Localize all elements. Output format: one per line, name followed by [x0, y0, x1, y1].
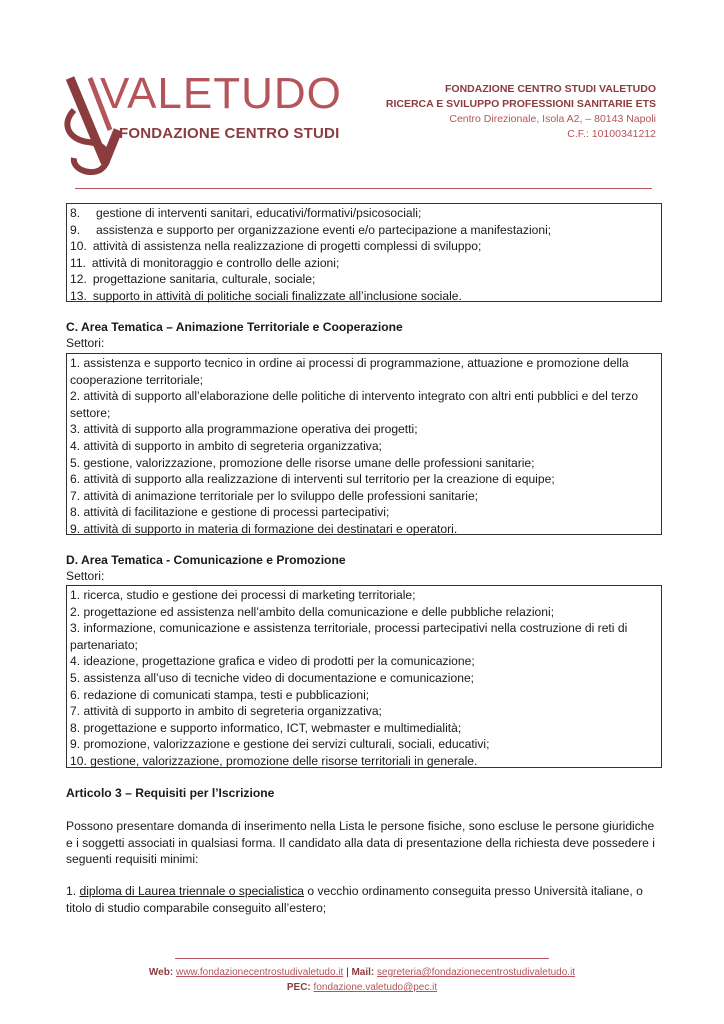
- section-d-subtitle: Settori:: [66, 569, 105, 583]
- pec-link[interactable]: fondazione.valetudo@pec.it: [313, 982, 438, 993]
- list-item: 1. ricerca, studio e gestione dei processi di marketing territoriale;: [70, 588, 416, 602]
- list-item: 6. attività di supporto alla realizzazione di interventi sul territorio per la creazione di equipe;: [70, 472, 555, 487]
- list-item: 12. progettazione sanitaria, culturale, sociale;: [70, 272, 316, 287]
- list-item: 1. assistenza e supporto tecnico in ordine ai processi di programmazione, attuazione e promozione della cooperazione territoriale;: [70, 356, 629, 387]
- section-c-subtitle: Settori:: [66, 336, 105, 350]
- footer-line-1: Web: www.fondazionecentrostudivaletudo.it | Mail: segreteria@fondazionecentrostudivaletudo.it: [148, 967, 576, 978]
- header-divider: [75, 188, 652, 189]
- org-name: FONDAZIONE CENTRO STUDI VALETUDO: [445, 83, 656, 95]
- org-tagline: RICERCA E SVILUPPO PROFESSIONI SANITARIE ETS: [385, 98, 656, 110]
- article-3-title: Articolo 3 – Requisiti per l’Iscrizione: [66, 786, 275, 800]
- org-address: Centro Direzionale, Isola A2, – 80143 Napoli: [449, 113, 656, 125]
- list-item: 4. attività di supporto in ambito di segreteria organizzativa;: [70, 438, 382, 453]
- list-item: 8. progettazione e supporto informatico, ICT, webmaster e multimedialità;: [70, 720, 462, 735]
- box-area-b-continuation: [66, 203, 662, 302]
- list-item: 3. attività di supporto alla programmazione operativa dei progetti;: [70, 422, 418, 437]
- list-item: 9. assistenza e supporto per organizzazione eventi e/o partecipazione a manifestazioni;: [70, 222, 552, 237]
- footer-divider: [175, 958, 549, 959]
- list-item: 2. attività di supporto all’elaborazione delle politiche di intervento integrato con altri enti pubblici e del terzo settore;: [70, 389, 639, 420]
- list-item: 10. gestione, valorizzazione, promozione delle risorse territoriali in generale.: [70, 753, 478, 768]
- list-item: 7. attività di animazione territoriale per lo sviluppo delle professioni sanitarie;: [70, 488, 479, 503]
- logo-wordmark: VALETUDO: [100, 69, 342, 118]
- box-area-d: [66, 585, 662, 768]
- article-3-paragraph: Possono presentare domanda di inserimento nella Lista le persone fisiche, sono escluse le persone giuridiche e i soggetti associati in qualsiasi forma. Il candidato alla data di presentazione della richiesta deve possedere i seguenti requisiti minimi:: [66, 819, 655, 867]
- email-link[interactable]: segreteria@fondazionecentrostudivaletudo.it: [377, 967, 576, 978]
- list-item: 13. supporto in attività di politiche sociali finalizzate all’inclusione sociale.: [70, 288, 462, 303]
- section-d-title: D. Area Tematica - Comunicazione e Promozione: [66, 553, 346, 567]
- list-item: 10. attività di assistenza nella realizzazione di progetti complessi di sviluppo;: [70, 239, 482, 254]
- website-link[interactable]: www.fondazionecentrostudivaletudo.it: [175, 967, 344, 978]
- list-item: 8. attività di facilitazione e gestione di processi partecipativi;: [70, 505, 390, 520]
- list-item: 2. progettazione ed assistenza nell’ambito della comunicazione e delle pubbliche relazioni;: [70, 604, 555, 619]
- list-item: 9. attività di supporto in materia di formazione dei destinatari e operatori.: [70, 521, 458, 536]
- list-item: 11. attività di monitoraggio e controllo delle azioni;: [70, 255, 340, 270]
- list-item: 5. gestione, valorizzazione, promozione delle risorse umane delle professioni sanitarie;: [70, 455, 535, 470]
- list-item: 9. promozione, valorizzazione e gestione dei servizi culturali, sociali, educativi;: [70, 737, 490, 752]
- footer-line-2: PEC: fondazione.valetudo@pec.it: [286, 982, 438, 993]
- logo-subtitle: FONDAZIONE CENTRO STUDI: [119, 125, 340, 142]
- list-item: 8. gestione di interventi sanitari, educativi/formativi/psicosociali;: [70, 206, 422, 220]
- section-c-title: C. Area Tematica – Animazione Territoriale e Cooperazione: [66, 320, 403, 334]
- list-item: 6. redazione di comunicati stampa, testi e pubblicazioni;: [70, 687, 370, 702]
- list-item: 5. assistenza all’uso di tecniche video di documentazione e comunicazione;: [70, 670, 475, 685]
- list-item: 3. informazione, comunicazione e assistenza territoriale, processi partecipativi nella costruzione di reti di partenariato;: [70, 621, 628, 652]
- requirement-1: 1. diploma di Laurea triennale o specialistica o vecchio ordinamento conseguita presso Università italiane, o titolo di studio comparabile conseguito all’estero;: [66, 884, 643, 915]
- list-item: 4. ideazione, progettazione grafica e video di prodotti per la comunicazione;: [70, 654, 475, 669]
- requirement-degree-link: diploma di Laurea triennale o specialistica: [79, 884, 305, 898]
- box-area-c: [66, 353, 662, 535]
- org-cf: C.F.: 10100341212: [567, 128, 656, 140]
- header-org-info: [386, 82, 656, 142]
- list-item: 7. attività di supporto in ambito di segreteria organizzativa;: [70, 704, 382, 719]
